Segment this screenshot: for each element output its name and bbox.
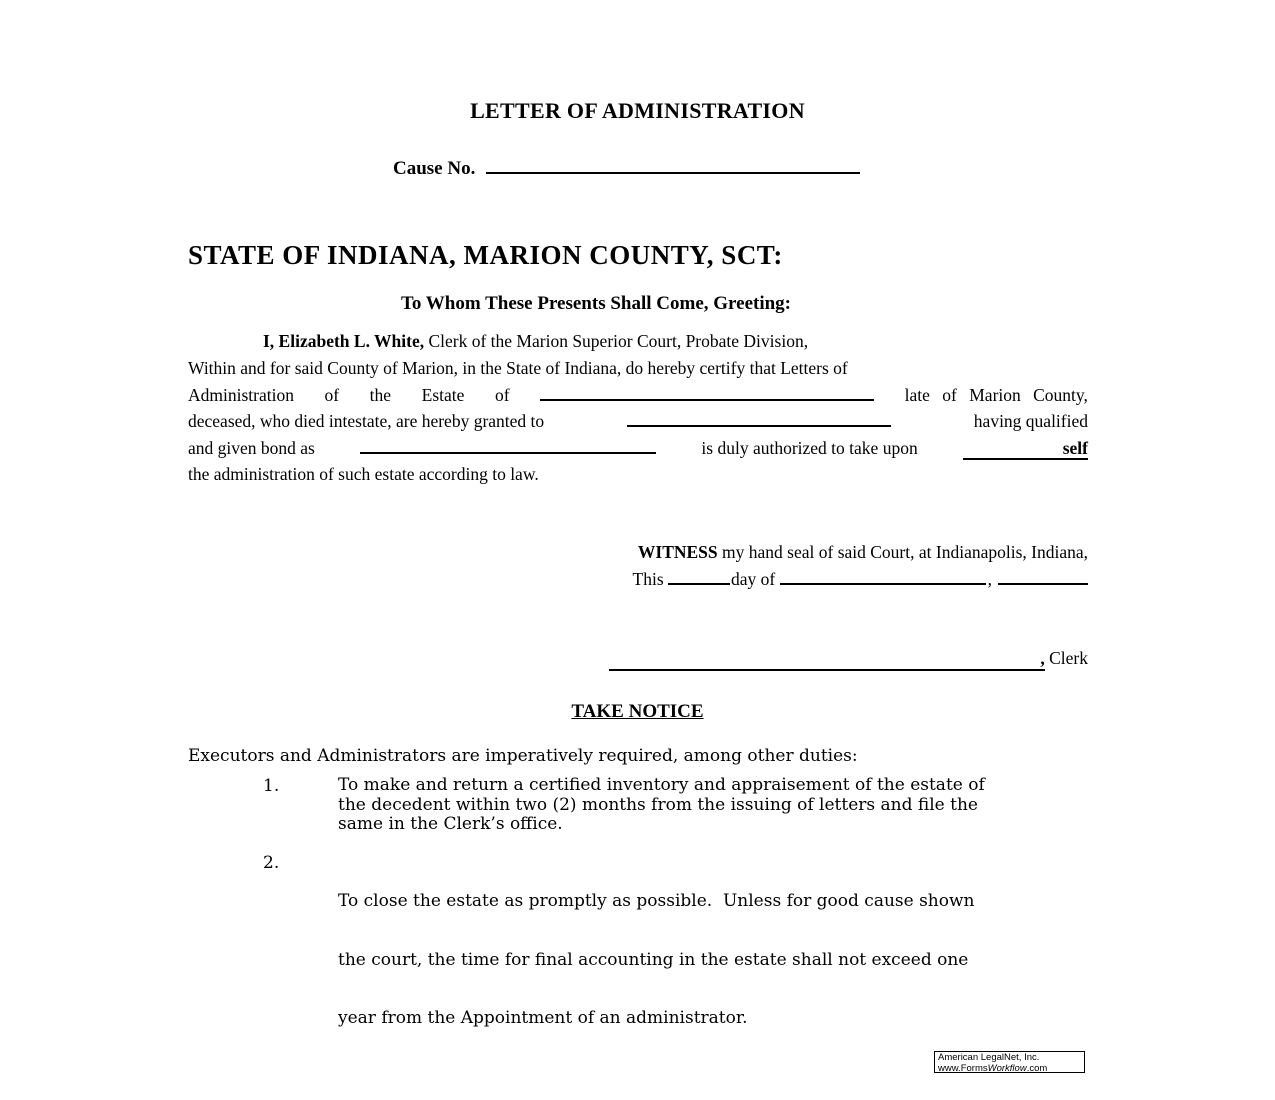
greeting: To Whom These Presents Shall Come, Greeting: bbox=[400, 293, 792, 314]
notice-item-line: the court, the time for final accounting in the estate shall not exceed one bbox=[338, 949, 969, 970]
notice-intro: Executors and Administrators are imperatively required, among other duties: bbox=[188, 746, 858, 766]
signature-comma: , bbox=[1040, 648, 1045, 668]
body-line-6: the administration of such estate according to law. bbox=[188, 464, 539, 484]
notice-item-number: 1. bbox=[263, 776, 280, 796]
word: of bbox=[324, 385, 340, 405]
body-line-4 bbox=[188, 411, 1088, 431]
notice-item bbox=[338, 853, 1098, 1068]
body-line-1 bbox=[188, 331, 1088, 351]
cause-label: Cause No. bbox=[393, 158, 476, 179]
body-line-2: Within and for said County of Marion, in the State of Indiana, do hereby certify that Letters of bbox=[188, 358, 848, 378]
month-blank bbox=[780, 583, 986, 585]
body-line-3 bbox=[188, 385, 1088, 405]
word: of bbox=[494, 385, 510, 405]
date-comma: , bbox=[987, 569, 992, 589]
witness-line bbox=[188, 542, 1088, 563]
clerk-name: I, Elizabeth L. White, bbox=[263, 331, 425, 351]
year-blank bbox=[998, 583, 1088, 585]
cause-number-blank bbox=[486, 172, 860, 174]
cause-number-line bbox=[393, 158, 860, 180]
document-title: LETTER OF ADMINISTRATION bbox=[470, 98, 805, 123]
notice-item-line: same in the Clerk’s office. bbox=[338, 814, 563, 834]
body-line-5 bbox=[188, 438, 1088, 460]
body-line-5-before: and given bond as bbox=[188, 438, 315, 458]
word: the bbox=[369, 385, 392, 405]
date-line bbox=[188, 569, 1088, 590]
url-prefix: www.Forms bbox=[938, 1062, 988, 1074]
notice-item-line: year from the Appointment of an administrator. bbox=[338, 1008, 748, 1028]
url-italic: Workflow bbox=[987, 1062, 1027, 1074]
day-of-label: day of bbox=[731, 569, 776, 589]
body-line-5-mid: is duly authorized to take upon bbox=[701, 438, 918, 458]
word: Estate bbox=[421, 385, 465, 405]
body-line-4-after: having qualified bbox=[973, 411, 1088, 431]
notice-item-number: 2. bbox=[263, 853, 280, 873]
url-suffix: .com bbox=[1026, 1062, 1048, 1074]
clerk-signature-line bbox=[600, 648, 1088, 671]
notice-item-line: the decedent within two (2) months from the issuing of letters and file the bbox=[338, 794, 978, 815]
day-blank bbox=[668, 583, 730, 585]
granted-to-blank bbox=[627, 425, 891, 427]
publisher-name: American LegalNet, Inc. bbox=[938, 1052, 1040, 1063]
word: Administration bbox=[188, 385, 294, 405]
notice-item-line: To close the estate as promptly as possible. Unless for good cause shown bbox=[338, 891, 975, 911]
clerk-label: Clerk bbox=[1049, 648, 1088, 668]
estate-name-blank bbox=[540, 399, 874, 401]
state-heading: STATE OF INDIANA, MARION COUNTY, SCT: bbox=[188, 240, 783, 270]
notice-item bbox=[338, 776, 1098, 835]
publisher-badge bbox=[934, 1051, 1085, 1073]
publisher-url bbox=[938, 1064, 1084, 1075]
clerk-signature-blank bbox=[609, 648, 1045, 671]
body-line-4-before: deceased, who died intestate, are hereby granted to bbox=[188, 411, 545, 431]
self-field bbox=[963, 438, 1088, 460]
body-line-3-after: late of Marion County, bbox=[904, 385, 1088, 405]
body-line-1-text: Clerk of the Marion Superior Court, Probate Division, bbox=[428, 331, 809, 351]
self-text: self bbox=[1062, 438, 1088, 458]
this-label: This bbox=[632, 569, 664, 589]
witness-label: WITNESS bbox=[637, 542, 718, 562]
witness-text: my hand seal of said Court, at Indianapolis, Indiana, bbox=[722, 542, 1088, 562]
notice-item-line: To make and return a certified inventory and appraisement of the estate of bbox=[338, 775, 985, 795]
notice-heading: TAKE NOTICE bbox=[571, 701, 704, 722]
bond-as-blank bbox=[360, 452, 656, 454]
